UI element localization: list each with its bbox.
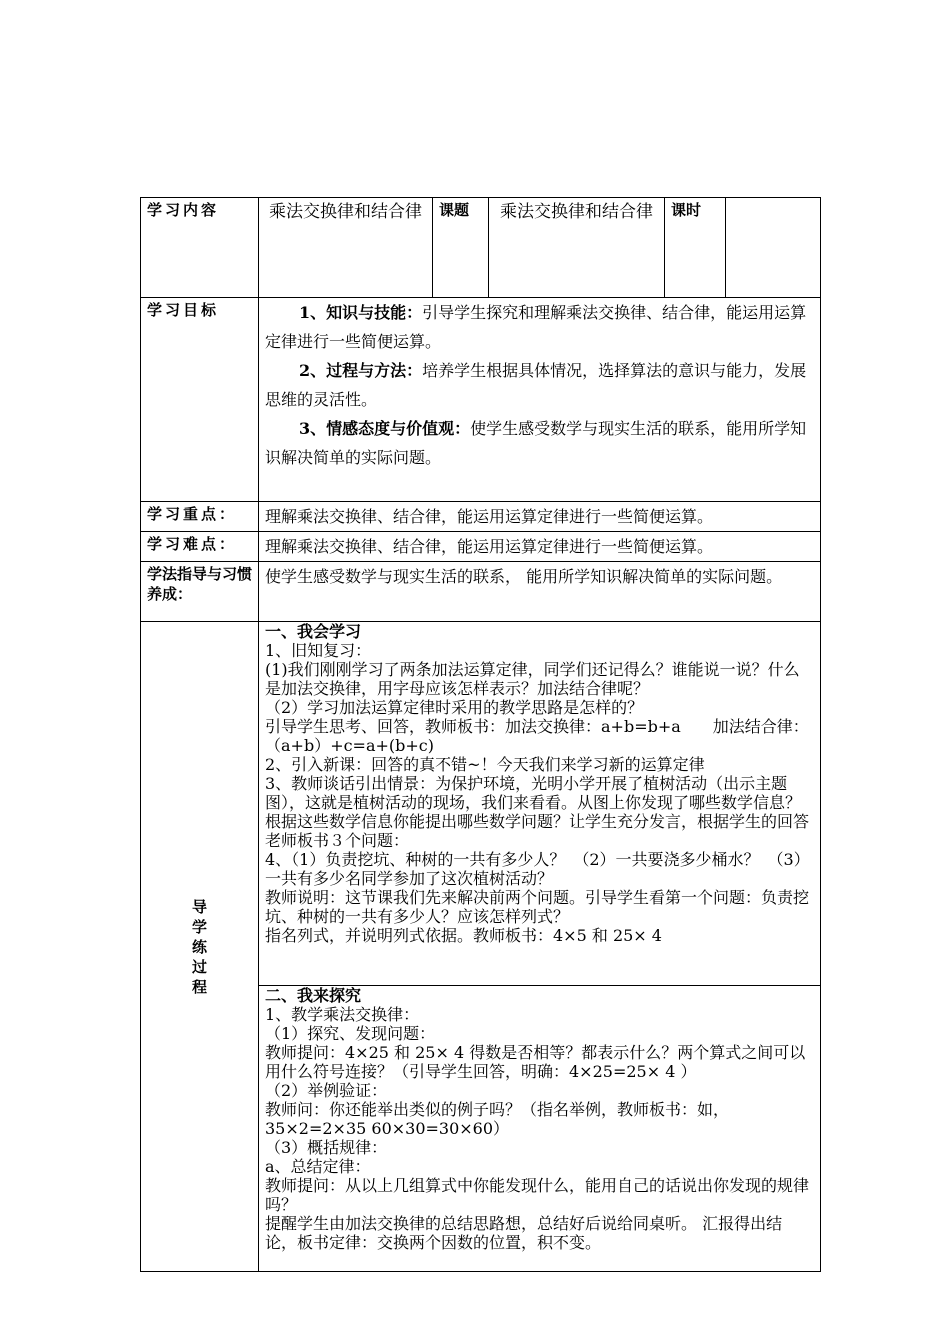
part2-line: 教师问：你还能举出类似的例子吗？（指名举例，教师板书：如，35×2=2×35 60×30=30×60） <box>265 1100 730 1138</box>
row-goals <box>141 298 821 502</box>
label-goals: 学习目标 <box>141 298 259 502</box>
part2-line: 1、教学乘法交换律： <box>265 1005 420 1024</box>
part2-line: （2）举例验证： <box>265 1081 388 1100</box>
process-part2 <box>259 986 821 1272</box>
topic-value: 乘法交换律和结合律 <box>489 198 665 298</box>
part2-line: 提醒学生由加法交换律的总结思路想，总结好后说给同桌听。 汇报得出结论，板书定律：交换两个因数的位置，积不变。 <box>265 1214 783 1252</box>
part2-line: （3）概括规律： <box>265 1138 388 1157</box>
part1-line: 3、教师谈话引出情景：为保护环境，光明小学开展了植树活动（出示主题图），这就是植树活动的现场，我们来看看。从图上你发现了哪些数学信息？根据这些数学信息你能提出哪些数学问题？让学生充分发言，根据学生的回答老师板书３个问题： <box>265 774 810 850</box>
period-value <box>726 198 821 298</box>
row-process-1 <box>141 622 821 986</box>
part1-line: 4、（1）负责挖坑、种树的一共有多少人？ （2）一共要浇多少桶水？ （3）一共有多少名同学参加了这次植树活动？ <box>265 850 810 888</box>
part1-line: （2）学习加法运算定律时采用的教学思路是怎样的？ <box>265 698 644 717</box>
label-content: 学习内容 <box>141 198 259 298</box>
row-focus <box>141 502 821 532</box>
part1-line: 2、引入新课：回答的真不错~！今天我们来学习新的运算定律 <box>265 755 705 774</box>
label-topic: 课题 <box>433 198 489 298</box>
part1-line: 引导学生思考、回答，教师板书：加法交换律：a+b=b+a 加法结合律：（a+b）+c=a+(b+c) <box>265 717 809 755</box>
goals-cell <box>259 298 821 502</box>
goal-item: 2、过程与方法：培养学生根据具体情况，选择算法的意识与能力，发展思维的灵活性。 <box>265 361 807 409</box>
process-part1 <box>259 622 821 986</box>
goal-item: 3、情感态度与价值观：使学生感受数学与现实生活的联系，能用所学知识解决简单的实际问题。 <box>265 419 807 467</box>
part2-line: 教师提问：4×25 和 25× 4 得数是否相等？都表示什么？两个算式之间可以用什么符号连接？（引导学生回答，明确：4×25=25× 4 ） <box>265 1043 806 1081</box>
lesson-plan-table <box>140 197 821 1272</box>
part1-line: 指名列式，并说明列式依据。教师板书：4×5 和 25× 4 <box>265 926 662 945</box>
content-value: 乘法交换律和结合律 <box>259 198 433 298</box>
label-period: 课时 <box>665 198 726 298</box>
part1-line: (1)我们刚刚学习了两条加法运算定律，同学们还记得么？谁能说一说？什么是加法交换律，用字母应该怎样表示？加法结合律呢？ <box>265 660 800 698</box>
label-method: 学法指导与习惯养成： <box>141 562 259 622</box>
label-focus: 学习重点： <box>141 502 259 532</box>
row-difficulty <box>141 532 821 562</box>
row-content <box>141 198 821 298</box>
part1-title: 一、我会学习 <box>265 622 362 641</box>
row-method <box>141 562 821 622</box>
part2-line: 教师提问：从以上几组算式中你能发现什么，能用自己的话说出你发现的规律吗？ <box>265 1176 810 1214</box>
label-process: 导 学 练 过 程 <box>141 622 259 1272</box>
part2-title: 二、我来探究 <box>265 986 362 1005</box>
method-text: 使学生感受数学与现实生活的联系， 能用所学知识解决简单的实际问题。 <box>259 562 821 622</box>
part1-line: 教师说明：这节课我们先来解决前两个问题。引导学生看第一个问题：负责挖坑、种树的一共有多少人？应该怎样列式？ <box>265 888 810 926</box>
label-difficulty: 学习难点： <box>141 532 259 562</box>
part2-line: （1）探究、发现问题： <box>265 1024 436 1043</box>
difficulty-text: 理解乘法交换律、结合律，能运用运算定律进行一些简便运算。 <box>259 532 821 562</box>
focus-text: 理解乘法交换律、结合律，能运用运算定律进行一些简便运算。 <box>259 502 821 532</box>
goal-item: 1、知识与技能：引导学生探究和理解乘法交换律、结合律，能运用运算定律进行一些简便运算。 <box>265 303 807 351</box>
part2-line: a、总结定律： <box>265 1157 371 1176</box>
part1-line: 1、旧知复习： <box>265 641 372 660</box>
